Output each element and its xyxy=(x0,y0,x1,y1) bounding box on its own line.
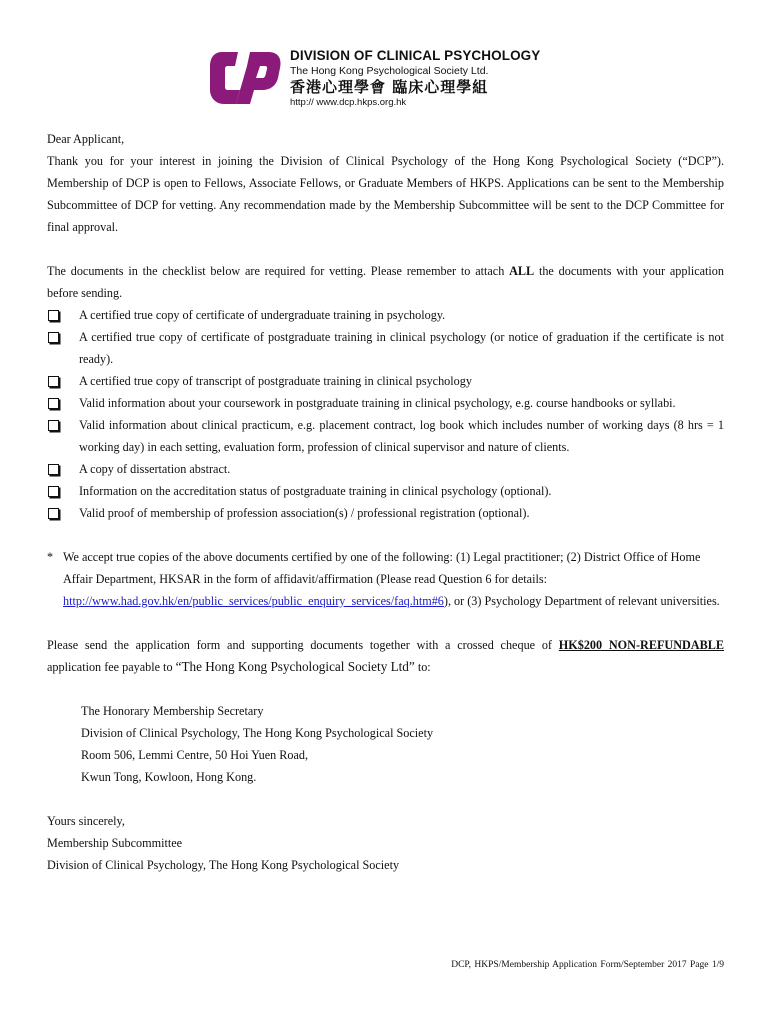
faq-link[interactable]: http://www.had.gov.hk/en/public_services/public_enquiry_services/faq.htm#6 xyxy=(63,594,444,608)
documents-intro-bold: ALL xyxy=(509,264,535,278)
address-line: The Honorary Membership Secretary xyxy=(81,704,264,718)
checkbox-icon[interactable] xyxy=(48,486,59,497)
address-line: Kwun Tong, Kowloon, Hong Kong. xyxy=(81,770,257,784)
checkbox-icon[interactable] xyxy=(48,376,59,387)
payee-name: “The Hong Kong Psychological Society Ltd” xyxy=(175,659,415,674)
checklist-item xyxy=(47,326,724,370)
checklist-item xyxy=(47,458,724,480)
note-text-end: ), or (3) Psychology Department of relevant universities. xyxy=(443,594,720,608)
send-text-end: to: xyxy=(414,660,431,674)
send-text-middle: application fee payable to xyxy=(47,660,176,674)
dcp-logo-icon xyxy=(208,50,284,106)
checkbox-icon[interactable] xyxy=(48,464,59,475)
note-text-start: We accept true copies of the above documents certified by one of the following: (1) Legal practitioner; (2) District Office of Home Affair Department, HKSAR in the form of affidavit/affirmation (Please read Question 6 for details: xyxy=(63,550,701,586)
checklist-item-text: Valid information about your coursework in postgraduate training in clinical psychology, e.g. course handbooks or syllabi. xyxy=(79,396,676,410)
salutation: Dear Applicant, xyxy=(47,132,125,146)
checklist-item xyxy=(47,304,724,326)
closing: Yours sincerely, xyxy=(47,814,125,828)
send-instructions xyxy=(47,634,724,678)
checklist-item-text: Information on the accreditation status of postgraduate training in clinical psychology (optional). xyxy=(79,484,552,498)
checklist-item-text: A certified true copy of certificate of postgraduate training in clinical psychology (or notice of graduation if the certificate is not ready). xyxy=(79,330,724,366)
send-text-start: Please send the application form and supporting documents together with a crossed cheque of xyxy=(47,638,559,652)
org-url: http:// www.dcp.hkps.org.hk xyxy=(290,96,407,108)
checklist-item xyxy=(47,502,724,524)
checklist-item-text: A copy of dissertation abstract. xyxy=(79,462,231,476)
org-subtitle: The Hong Kong Psychological Society Ltd. xyxy=(290,64,489,77)
org-chinese-name: 香港心理學會 臨床心理學組 xyxy=(290,77,489,96)
documents-intro xyxy=(47,260,724,304)
checklist-item-text: A certified true copy of transcript of postgraduate training in clinical psychology xyxy=(79,374,472,388)
checkbox-icon[interactable] xyxy=(48,508,59,519)
checklist-item xyxy=(47,392,724,414)
signatory-org: Division of Clinical Psychology, The Hong Kong Psychological Society xyxy=(47,858,400,872)
checkbox-icon[interactable] xyxy=(48,420,59,431)
certification-note xyxy=(47,546,724,612)
checklist-item-text: Valid proof of membership of profession association(s) / professional registration (optional). xyxy=(79,506,530,520)
letter-body xyxy=(47,128,724,876)
page-footer: DCP, HKPS/Membership Application Form/September 2017 Page 1/9 xyxy=(451,960,724,970)
checkbox-icon[interactable] xyxy=(48,398,59,409)
checkbox-icon[interactable] xyxy=(48,310,59,321)
documents-intro-text: The documents in the checklist below are required for vetting. Please remember to attach xyxy=(47,264,510,278)
address-line: Room 506, Lemmi Centre, 50 Hoi Yuen Road, xyxy=(81,748,309,762)
mailing-address xyxy=(81,700,724,788)
org-title: DIVISION OF CLINICAL PSYCHOLOGY xyxy=(290,48,541,63)
checklist-item xyxy=(47,480,724,502)
checklist-item-text: A certified true copy of certificate of undergraduate training in psychology. xyxy=(79,308,446,322)
signatory: Membership Subcommittee xyxy=(47,836,183,850)
intro-paragraph: Thank you for your interest in joining the Division of Clinical Psychology of the Hong Kong Psychological Society (“DCP”). Membership of DCP is open to Fellows, Associate Fellows, or Graduate Members of HKPS. Applications can be sent to the Membership Subcommittee of DCP for vetting. Any recommendation made by the Membership Subcommittee will be sent to the DCP Committee for final approval. xyxy=(47,154,724,234)
note-text xyxy=(63,546,724,612)
checklist-item xyxy=(47,414,724,458)
address-line: Division of Clinical Psychology, The Hong Kong Psychological Society xyxy=(81,726,434,740)
documents-intro-text-end: the documents with your application before sending. xyxy=(47,264,724,300)
checklist-item-text: Valid information about clinical practicum, e.g. placement contract, log book which includes number of working days (8 hrs = 1 working day) in each setting, evaluation form, profession of clinical supervisor and nature of clients. xyxy=(79,418,724,454)
checklist-item xyxy=(47,370,724,392)
checkbox-icon[interactable] xyxy=(48,332,59,343)
document-checklist xyxy=(47,304,724,524)
letterhead xyxy=(208,48,540,112)
note-asterisk: * xyxy=(47,550,54,564)
application-fee: HK$200 NON-REFUNDABLE xyxy=(558,638,724,652)
